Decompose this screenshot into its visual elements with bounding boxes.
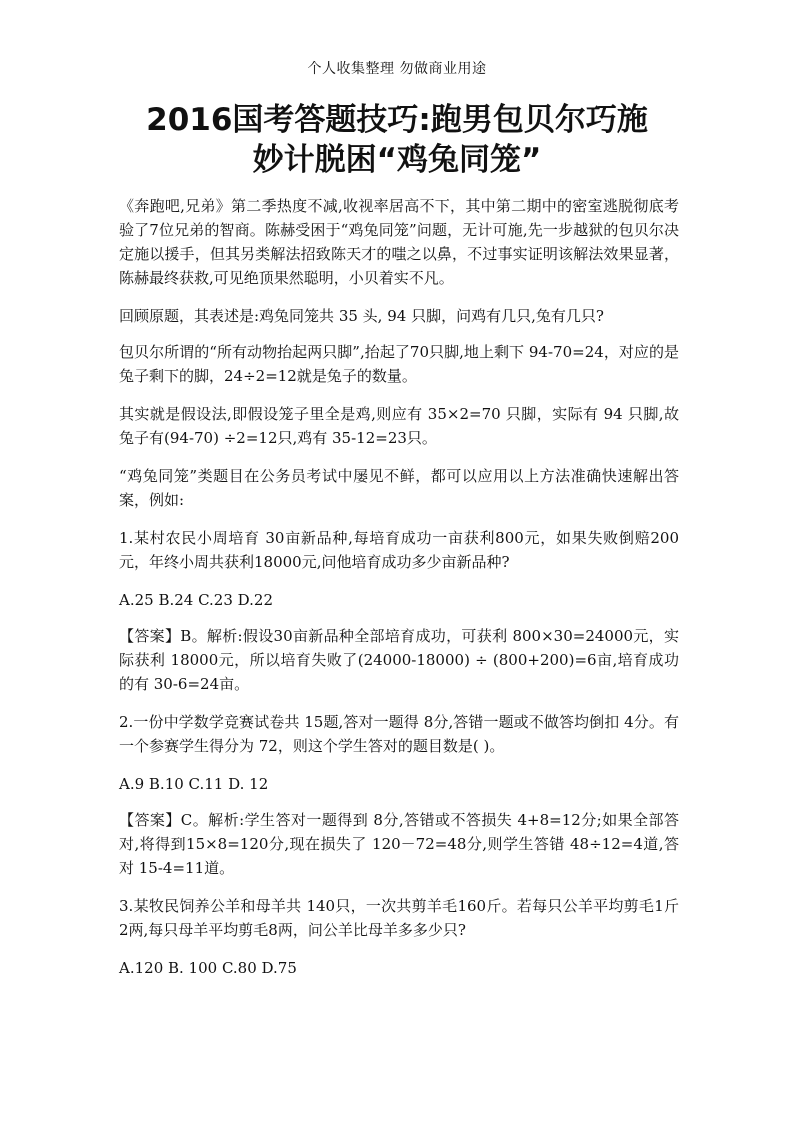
original-question-paragraph: 回顾原题，其表述是:鸡兔同笼共 35 头, 94 只脚，问鸡有几只,兔有几只? [119, 307, 604, 325]
application-paragraph: “鸡兔同笼”类题目在公务员考试中屡见不鲜，都可以应用以上方法准确快速解出答案，例如: [119, 467, 679, 509]
title-line-1: 2016国考答题技巧:跑男包贝尔巧施 [146, 102, 648, 138]
question-3: 3.某牧民饲养公羊和母羊共 140只，一次共剪羊毛160斤。若每只公羊平均剪毛1斤2两,每只母羊平均剪毛8两，问公羊比母羊多多少只? [119, 897, 679, 939]
intro-paragraph: 《奔跑吧,兄弟》第二季热度不减,收视率居高不下，其中第二期中的密室逃脱彻底考验了7位兄弟的智商。陈赫受困于“鸡兔同笼”问题，无计可施,先一步越狱的包贝尔决定施以援手，但其另类解法招致陈天才的嗤之以鼻，不过事实证明该解法效果显著，陈赫最终获救,可见绝顶果然聪明，小贝着实不凡。 [119, 197, 679, 287]
header-note: 个人收集整理 勿做商业用途 [307, 61, 487, 77]
bao-method-paragraph: 包贝尔所谓的“所有动物抬起两只脚”,抬起了70只脚,地上剩下 94-70=24，对应的是兔子剩下的脚，24÷2=12就是兔子的数量。 [119, 343, 679, 385]
title-line-2: 妙计脱困“鸡兔同笼” [252, 142, 542, 178]
question-2-options: A.9 B.10 C.11 D. 12 [119, 775, 269, 793]
question-1-options: A.25 B.24 C.23 D.22 [119, 591, 274, 609]
document-body [119, 194, 679, 992]
answer-2: 【答案】C。解析:学生答对一题得到 8分,答错或不答损失 4+8=12分;如果全部答对,将得到15×8=120分,现在损失了 120－72=48分,则学生答错 48÷12=4道,答对 15-4=11道。 [119, 811, 679, 877]
answer-1: 【答案】B。解析:假设30亩新品种全部培育成功，可获利 800×30=24000元，实际获利 18000元，所以培育失败了(24000-18000) ÷ (800+200)=6亩,培育成功的有 30-6=24亩。 [119, 627, 679, 693]
question-2: 2.一份中学数学竞赛试卷共 15题,答对一题得 8分,答错一题或不做答均倒扣 4分。有一个参赛学生得分为 72，则这个学生答对的题目数是( )。 [119, 713, 679, 755]
question-3-options: A.120 B. 100 C.80 D.75 [119, 959, 297, 977]
document-title [110, 100, 684, 180]
assumption-method-paragraph: 其实就是假设法,即假设笼子里全是鸡,则应有 35×2=70 只脚，实际有 94 只脚,故兔子有(94-70) ÷2=12只,鸡有 35-12=23只。 [119, 405, 679, 447]
question-1: 1.某村农民小周培育 30亩新品种,每培育成功一亩获利800元，如果失败倒赔200元，年终小周共获利18000元,问他培育成功多少亩新品种? [119, 529, 679, 571]
